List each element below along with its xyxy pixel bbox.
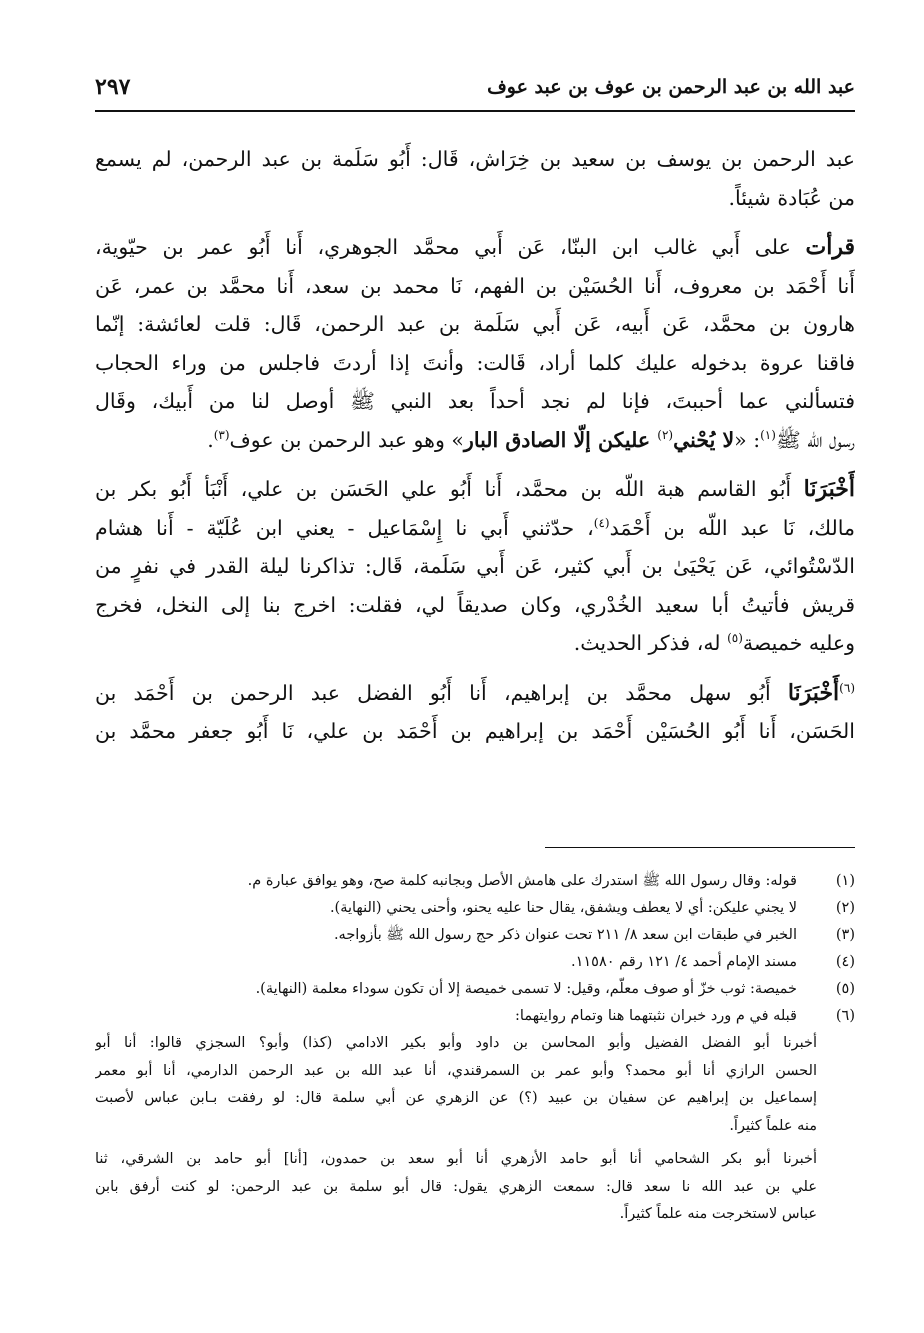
footnote-number: (٦) <box>835 1008 855 1024</box>
page-number: ٢٩٧ <box>95 74 131 100</box>
footnote-line: الحسن الرازي أنا أبو محمد؟ وأبو عمر بن السمرقندي، أنا عبد الله بن عبد الرحمن الدارمي، أنا أبو معمر <box>95 1062 817 1079</box>
text-run: أَبُو القاسم هبة اللّه بن محمَّد، أَنا أَبُو علي الحَسَن بن علي، أَنْبَأ أَبُو بكر بن <box>95 477 804 501</box>
text-line <box>95 624 855 663</box>
text-run: أَبُو سهل محمَّد بن إبراهيم، أَنا أَبُو الفضل عبد الرحمن بن أَحْمَد بن <box>95 680 788 705</box>
footnote-ref: (٦) <box>839 680 855 695</box>
footnote-divider <box>545 847 855 848</box>
footnote-text: الخبر في طبقات ابن سعد ٨/ ٢١١ تحت عنوان ذكر حج رسول الله ﷺ بأزواجه. <box>333 927 797 943</box>
text-run: . <box>207 427 214 452</box>
footnote-ref: (٣) <box>213 427 230 442</box>
text-line: فتسألني عما أحببتَ، فإنا لم نجد أحداً بعد النبي ﷺ أوصل لنا من أَبيك، وقَال <box>95 389 855 413</box>
text-run: مالك، نَا عبد اللّه بن أَحْمَد <box>609 515 855 540</box>
paragraph-3 <box>95 470 855 663</box>
hadith-quote: عليكن إلّا الصادق البار <box>463 427 658 452</box>
header-divider <box>95 110 855 112</box>
footnote <box>95 922 855 949</box>
footnote-6-narration-2 <box>95 1146 817 1229</box>
footnote-line: أخبرنا أبو بكر الشحامي أنا أبو حامد الأزهري أنا أبو سعد بن حمدون، [أنا] أبو حامد بن الشرقي، ثنا <box>95 1151 817 1167</box>
paragraph-1 <box>95 140 855 217</box>
footnote-ref: (٥) <box>727 631 743 646</box>
footnote-ref: (٢) <box>657 427 674 442</box>
paragraph-lead-word: قرأت <box>805 234 855 260</box>
footnote <box>95 1003 855 1030</box>
footnote-number: (٢) <box>835 900 855 916</box>
text-run: رسول الله ﷺ <box>775 427 855 452</box>
text-line: الدّسْتُوائي، عَن يَحْيَىٰ بن أَبي كثير، عَن أَبي سَلَمة، قَال: تذاكرنا ليلة القدر في نفرٍ من <box>95 554 855 578</box>
paragraph-4 <box>95 674 855 751</box>
footnote-ref: (١) <box>760 427 776 442</box>
text-line: الحَسَن، أَنا أَبُو الحُسَيْن أَحْمَد بن إبراهيم بن أَحْمَد بن علي، نَا أَبُو جعفر محمَّد بن <box>95 719 855 743</box>
text-line <box>95 228 855 267</box>
text-line: فاقنا عروة بدخوله عليك كلما أراد، قَالت: وأنتَ إذا أردتَ فاجلس من وراء الحجاب <box>95 350 855 375</box>
text-run: وعليه خميصة <box>742 631 855 655</box>
paragraph-lead-word: أَخْبَرَنَا <box>803 476 855 502</box>
footnote-ref: (٤) <box>593 515 610 530</box>
text-line: من عُبَادة شيئاً. <box>728 185 855 210</box>
footnote <box>95 895 855 922</box>
text-line: قريش فأتيتُ أبا سعيد الخُدْري، وكان صديقاً لي، فقلت: اخرج بنا إلى النخل، فخرج <box>95 592 855 617</box>
footnote <box>95 868 855 895</box>
text-run: له، فذكر الحديث. <box>573 631 728 655</box>
footnote-number: (٥) <box>835 981 855 997</box>
text-run: ، حدّثني أَبي نا إِسْمَاعيل - يعني ابن عُلَيّة - أَنا هشام <box>95 515 594 540</box>
footnote-number: (٤) <box>835 954 855 970</box>
footnote-line: عباس لاستخرجت منه علماً كثيراً. <box>619 1206 817 1222</box>
text-line: عبد الرحمن بن يوسف بن سعيد بن خِرَاش، قَال: أَبُو سَلَمة بن عبد الرحمن، لم يسمع <box>95 147 855 171</box>
footnote-line: منه علماً كثيراً. <box>729 1117 817 1134</box>
footnote-text: لا يجني عليكن: أي لا يعطف ويشفق، يقال حنا عليه يحنو، وأحنى يحني (النهاية). <box>329 900 797 916</box>
text-line <box>95 674 855 713</box>
text-run: على أَبي غالب ابن البنّا، عَن أَبي محمَّد الجوهري، أَنا أَبُو عمر بن حيّوية، <box>95 235 806 259</box>
text-line: أَنا أَحْمَد بن معروف، أَنا الحُسَيْن بن الفهم، نَا محمد بن سعد، أَنا محمَّد بن عمر، عَن <box>95 273 855 298</box>
footnote-text: قبله في م ورد خبران نثبتهما هنا وتمام روايتهما: <box>515 1008 797 1024</box>
footnote-number: (١) <box>835 873 855 889</box>
text-line: هارون بن محمَّد، عَن أَبيه، عَن أَبي سَلَمة بن عبد الرحمن، قَال: قلت لعائشة: إنّما <box>95 312 855 336</box>
paragraph-lead-word: أَخْبَرَنَا <box>787 679 840 706</box>
footnote-text: مسند الإمام أحمد ٤/ ١٢١ رقم ١١٥٨٠. <box>570 954 797 970</box>
text-line <box>95 509 855 548</box>
text-line <box>95 470 855 509</box>
footnote-line: أخبرنا أبو الفضل الفضيل وأبو المحاسن بن داود وأبو بكير الادامي (كذا) وأبو؟ السجزي قالوا: أنا أبو <box>95 1035 817 1051</box>
footnote <box>95 949 855 976</box>
footnote-text: قوله: وقال رسول الله ﷺ استدرك على هامش الأصل وبجانبه كلمة صح، وهو يوافق عبارة م. <box>247 873 797 889</box>
paragraph-2 <box>95 228 855 459</box>
hadith-quote: لا يُحْني <box>673 427 735 452</box>
footnote-number: (٣) <box>835 927 855 943</box>
running-header <box>95 70 855 110</box>
header-title: عبد الله بن عبد الرحمن بن عوف بن عبد عوف <box>487 76 855 98</box>
footnote-6-narration-1 <box>95 1030 817 1140</box>
text-run: » وهو عبد الرحمن بن عوف <box>229 427 464 452</box>
footnote-line: علي بن عبد الله نا سعد قال: سمعت الزهري يقول: قال أبو سلمة بن عبد الرحمن: لو كنت أرفق بابن <box>95 1178 817 1195</box>
footnote-text: خميصة: ثوب خزّ أو صوف معلّم، وقيل: لا تسمى خميصة إلا أن تكون سوداء معلمة (النهاية). <box>255 981 797 997</box>
footnotes-section <box>95 868 855 1229</box>
footnote-line: إسماعيل بن إبراهيم عن سفيان بن عبيد (؟) عن الزهري عن أبي سلمة قال: لو رفقت بـابن عباس لأصبت <box>95 1090 817 1106</box>
main-text <box>95 140 855 762</box>
text-run: : « <box>734 427 761 452</box>
text-line <box>95 421 855 460</box>
footnote <box>95 976 855 1003</box>
